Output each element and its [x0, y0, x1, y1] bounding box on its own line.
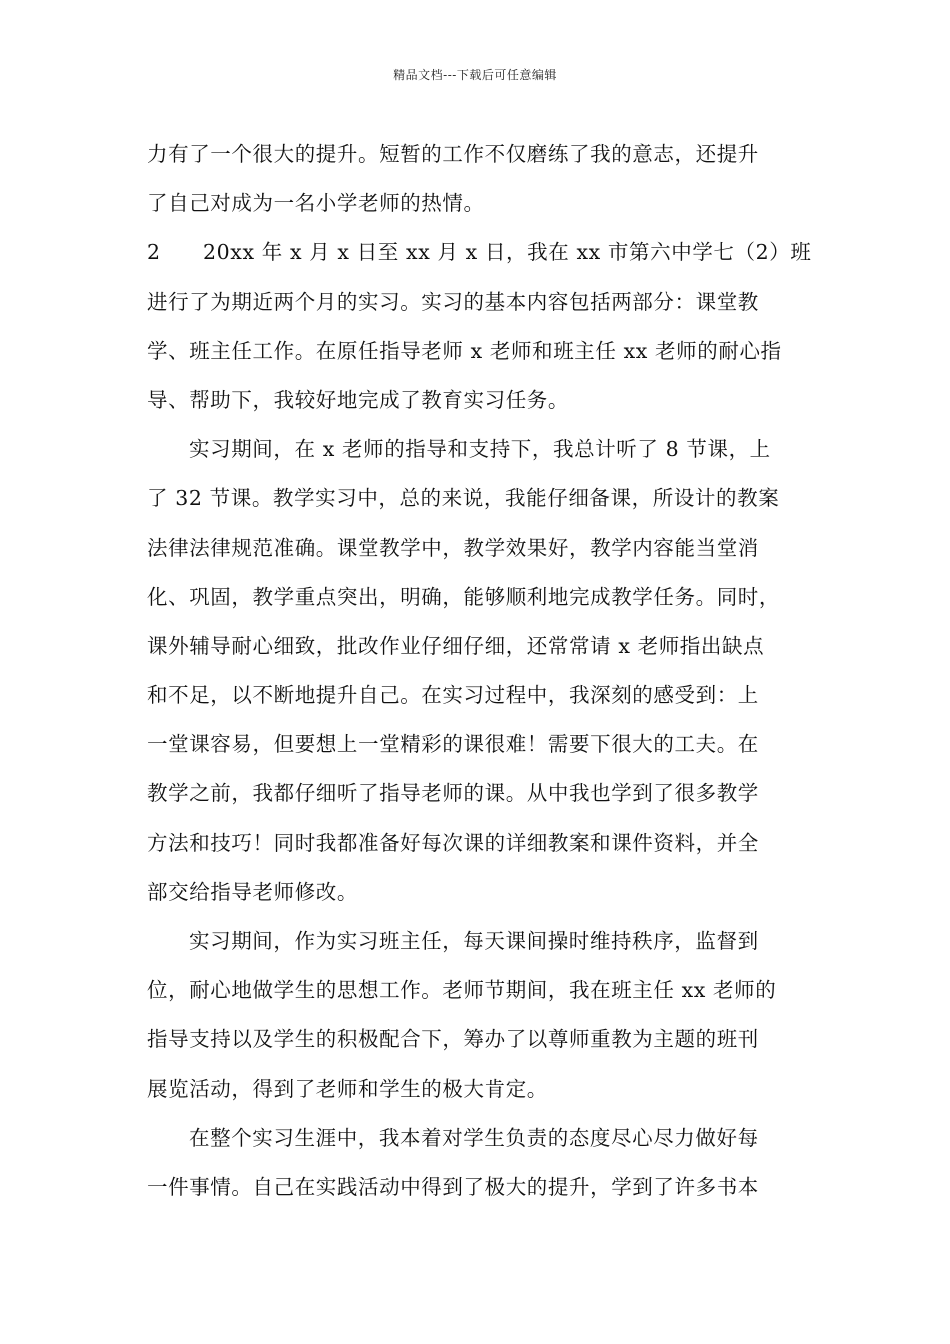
line-text: 方法和技巧！同时我都准备好每次课的详细教案和课件资料，并全 [147, 830, 759, 855]
line-text: 在整个实习生涯中，我本着对学生负责的态度尽心尽力做好每 [189, 1125, 759, 1150]
line-text: 一件事情。自己在实践活动中得到了极大的提升，学到了许多书本 [147, 1174, 759, 1199]
text-line [147, 376, 805, 425]
text-line [147, 671, 805, 720]
text-line [147, 327, 805, 376]
line-text: 实习期间，作为实习班主任，每天课间操时维持秩序，监督到 [189, 929, 759, 953]
line-text: 展览活动，得到了老师和学生的极大肯定。 [147, 1076, 548, 1101]
text-line [147, 622, 805, 671]
line-text: 力有了一个很大的提升。短暂的工作不仅磨练了我的意志，还提升 [147, 142, 759, 166]
line-text: 导、帮助下，我较好地完成了教育实习任务。 [147, 387, 569, 412]
line-text: 法律法律规范准确。课堂教学中，教学效果好，教学内容能当堂消 [147, 535, 759, 560]
list-number: 2 [147, 240, 161, 265]
line-text: 一堂课容易，但要想上一堂精彩的课很难！需要下很大的工夫。在 [147, 732, 759, 757]
text-line [147, 769, 805, 818]
text-line [147, 130, 805, 179]
line-text: 进行了为期近两个月的实习。实习的基本内容包括两部分：课堂教 [147, 289, 759, 314]
text-line [147, 524, 805, 573]
line-text: 了 32 节课。教学实习中，总的来说，我能仔细备课，所设计的教案 [147, 486, 780, 511]
document-body [147, 130, 812, 1212]
line-text: 和不足，以不断地提升自己。在实习过程中，我深刻的感受到：上 [147, 683, 759, 708]
text-line [147, 1114, 805, 1163]
line-text: 部交给指导老师修改。 [147, 879, 358, 904]
text-line [147, 868, 805, 917]
text-line [147, 917, 805, 966]
text-line [147, 720, 805, 769]
text-line [147, 278, 805, 327]
text-line [147, 179, 805, 228]
text-line [147, 474, 805, 523]
line-text: 实习期间，在 x 老师的指导和支持下，我总计听了 8 节课，上 [189, 437, 771, 462]
line-text: 课外辅导耐心细致，批改作业仔细仔细，还常常请 x 老师指出缺点 [147, 633, 765, 658]
text-line [147, 1065, 805, 1114]
line-text: 20xx 年 x 月 x 日至 xx 月 x 日，我在 xx 市第六中学七（2）班 [203, 240, 812, 265]
line-text: 化、巩固，教学重点突出，明确，能够顺利地完成教学任务。同时， [147, 584, 780, 609]
text-line [147, 228, 812, 277]
page-header: 精品文档---下载后可任意编辑 [393, 68, 557, 82]
text-line [147, 1015, 805, 1064]
text-line [147, 819, 805, 868]
line-text: 位，耐心地做学生的思想工作。老师节期间，我在班主任 xx 老师的 [147, 978, 777, 1003]
line-text: 指导支持以及学生的积极配合下，筹办了以尊师重教为主题的班刊 [147, 1027, 759, 1052]
text-line [147, 966, 805, 1015]
text-line [147, 1163, 805, 1212]
line-text: 了自己对成为一名小学老师的热情。 [147, 191, 485, 216]
line-text: 学、班主任工作。在原任指导老师 x 老师和班主任 xx 老师的耐心指 [147, 338, 782, 363]
text-line [147, 573, 805, 622]
line-text: 教学之前，我都仔细听了指导老师的课。从中我也学到了很多教学 [147, 781, 759, 806]
text-line [147, 425, 805, 474]
